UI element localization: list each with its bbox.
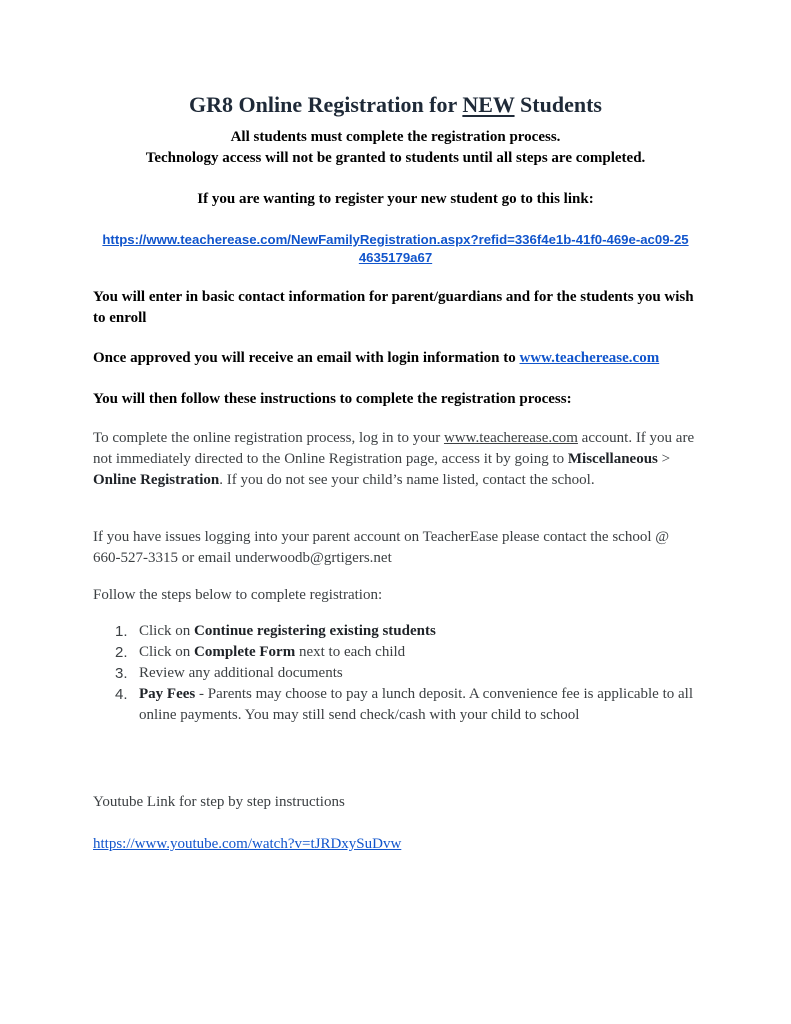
youtube-label: Youtube Link for step by step instructions <box>93 794 345 810</box>
menu-online-registration: Online Registration <box>93 472 220 488</box>
then-follow-paragraph: You will then follow these instructions to complete the registration process: <box>93 391 572 407</box>
contact-info-paragraph: You will enter in basic contact information for parent/guardians and for the students you wish to enroll <box>93 289 694 326</box>
step-number: 2. <box>115 644 128 661</box>
step-bold: Complete Form <box>194 644 296 660</box>
step-item <box>93 621 698 642</box>
step-text: Click on <box>139 623 194 639</box>
youtube-link[interactable]: https://www.youtube.com/watch?v=tJRDxySuDvw <box>93 836 402 852</box>
title-suffix: Students <box>514 92 602 117</box>
registration-link-line-2[interactable]: 4635179a67 <box>358 250 433 265</box>
step-number: 1. <box>115 623 128 640</box>
follow-steps-paragraph: Follow the steps below to complete registration: <box>93 587 383 603</box>
register-prompt: If you are wanting to register your new student go to this link: <box>197 191 594 207</box>
menu-miscellaneous: Miscellaneous <box>567 451 658 467</box>
instructions-text-a: To complete the online registration process, log in to your <box>93 430 444 446</box>
registration-link-line-1[interactable]: https://www.teacherease.com/NewFamilyRegistration.aspx?refid=336f4e1b-41f0-469e-ac09-25 <box>102 232 689 247</box>
title-emphasis: NEW <box>462 92 515 117</box>
step-bold: Continue registering existing students <box>194 623 436 639</box>
step-text-post: - Parents may choose to pay a lunch deposit. A convenience fee is applicable to all online payments. You may still send check/cash with your child to school <box>139 686 693 723</box>
page-title <box>0 92 791 118</box>
teacherease-account-link[interactable]: www.teacherease.com <box>443 430 578 446</box>
step-text: Click on <box>139 644 194 660</box>
approval-text: Once approved you will receive an email with login information to <box>93 350 520 366</box>
step-bold: Pay Fees <box>139 686 196 702</box>
step-item <box>93 642 698 663</box>
menu-separator: > <box>657 451 671 467</box>
instructions-paragraph <box>93 428 698 491</box>
approval-paragraph <box>93 348 698 369</box>
teacherease-link[interactable]: www.teacherease.com <box>519 350 660 366</box>
step-text: Review any additional documents <box>139 665 343 681</box>
step-text-post: next to each child <box>295 644 406 660</box>
instructions-text-b: account. If you are not immediately directed to the Online Registration page, access it by going to <box>93 430 695 467</box>
subtitle-line-1: All students must complete the registration process. <box>230 129 561 145</box>
step-item <box>93 684 698 726</box>
instructions-text-c: . If you do not see your child’s name listed, contact the school. <box>219 472 595 488</box>
step-number: 3. <box>115 665 128 682</box>
subtitle-line-2: Technology access will not be granted to students until all steps are completed. <box>145 150 646 166</box>
steps-list <box>93 621 698 726</box>
support-paragraph: If you have issues logging into your parent account on TeacherEase please contact the school @ 660-527-3315 or email underwoodb@grtigers.net <box>93 529 670 566</box>
youtube-link-line <box>93 834 698 855</box>
step-item <box>93 663 698 684</box>
step-number: 4. <box>115 686 128 703</box>
registration-link[interactable] <box>93 231 698 267</box>
title-prefix: GR8 Online Registration for <box>189 92 463 117</box>
